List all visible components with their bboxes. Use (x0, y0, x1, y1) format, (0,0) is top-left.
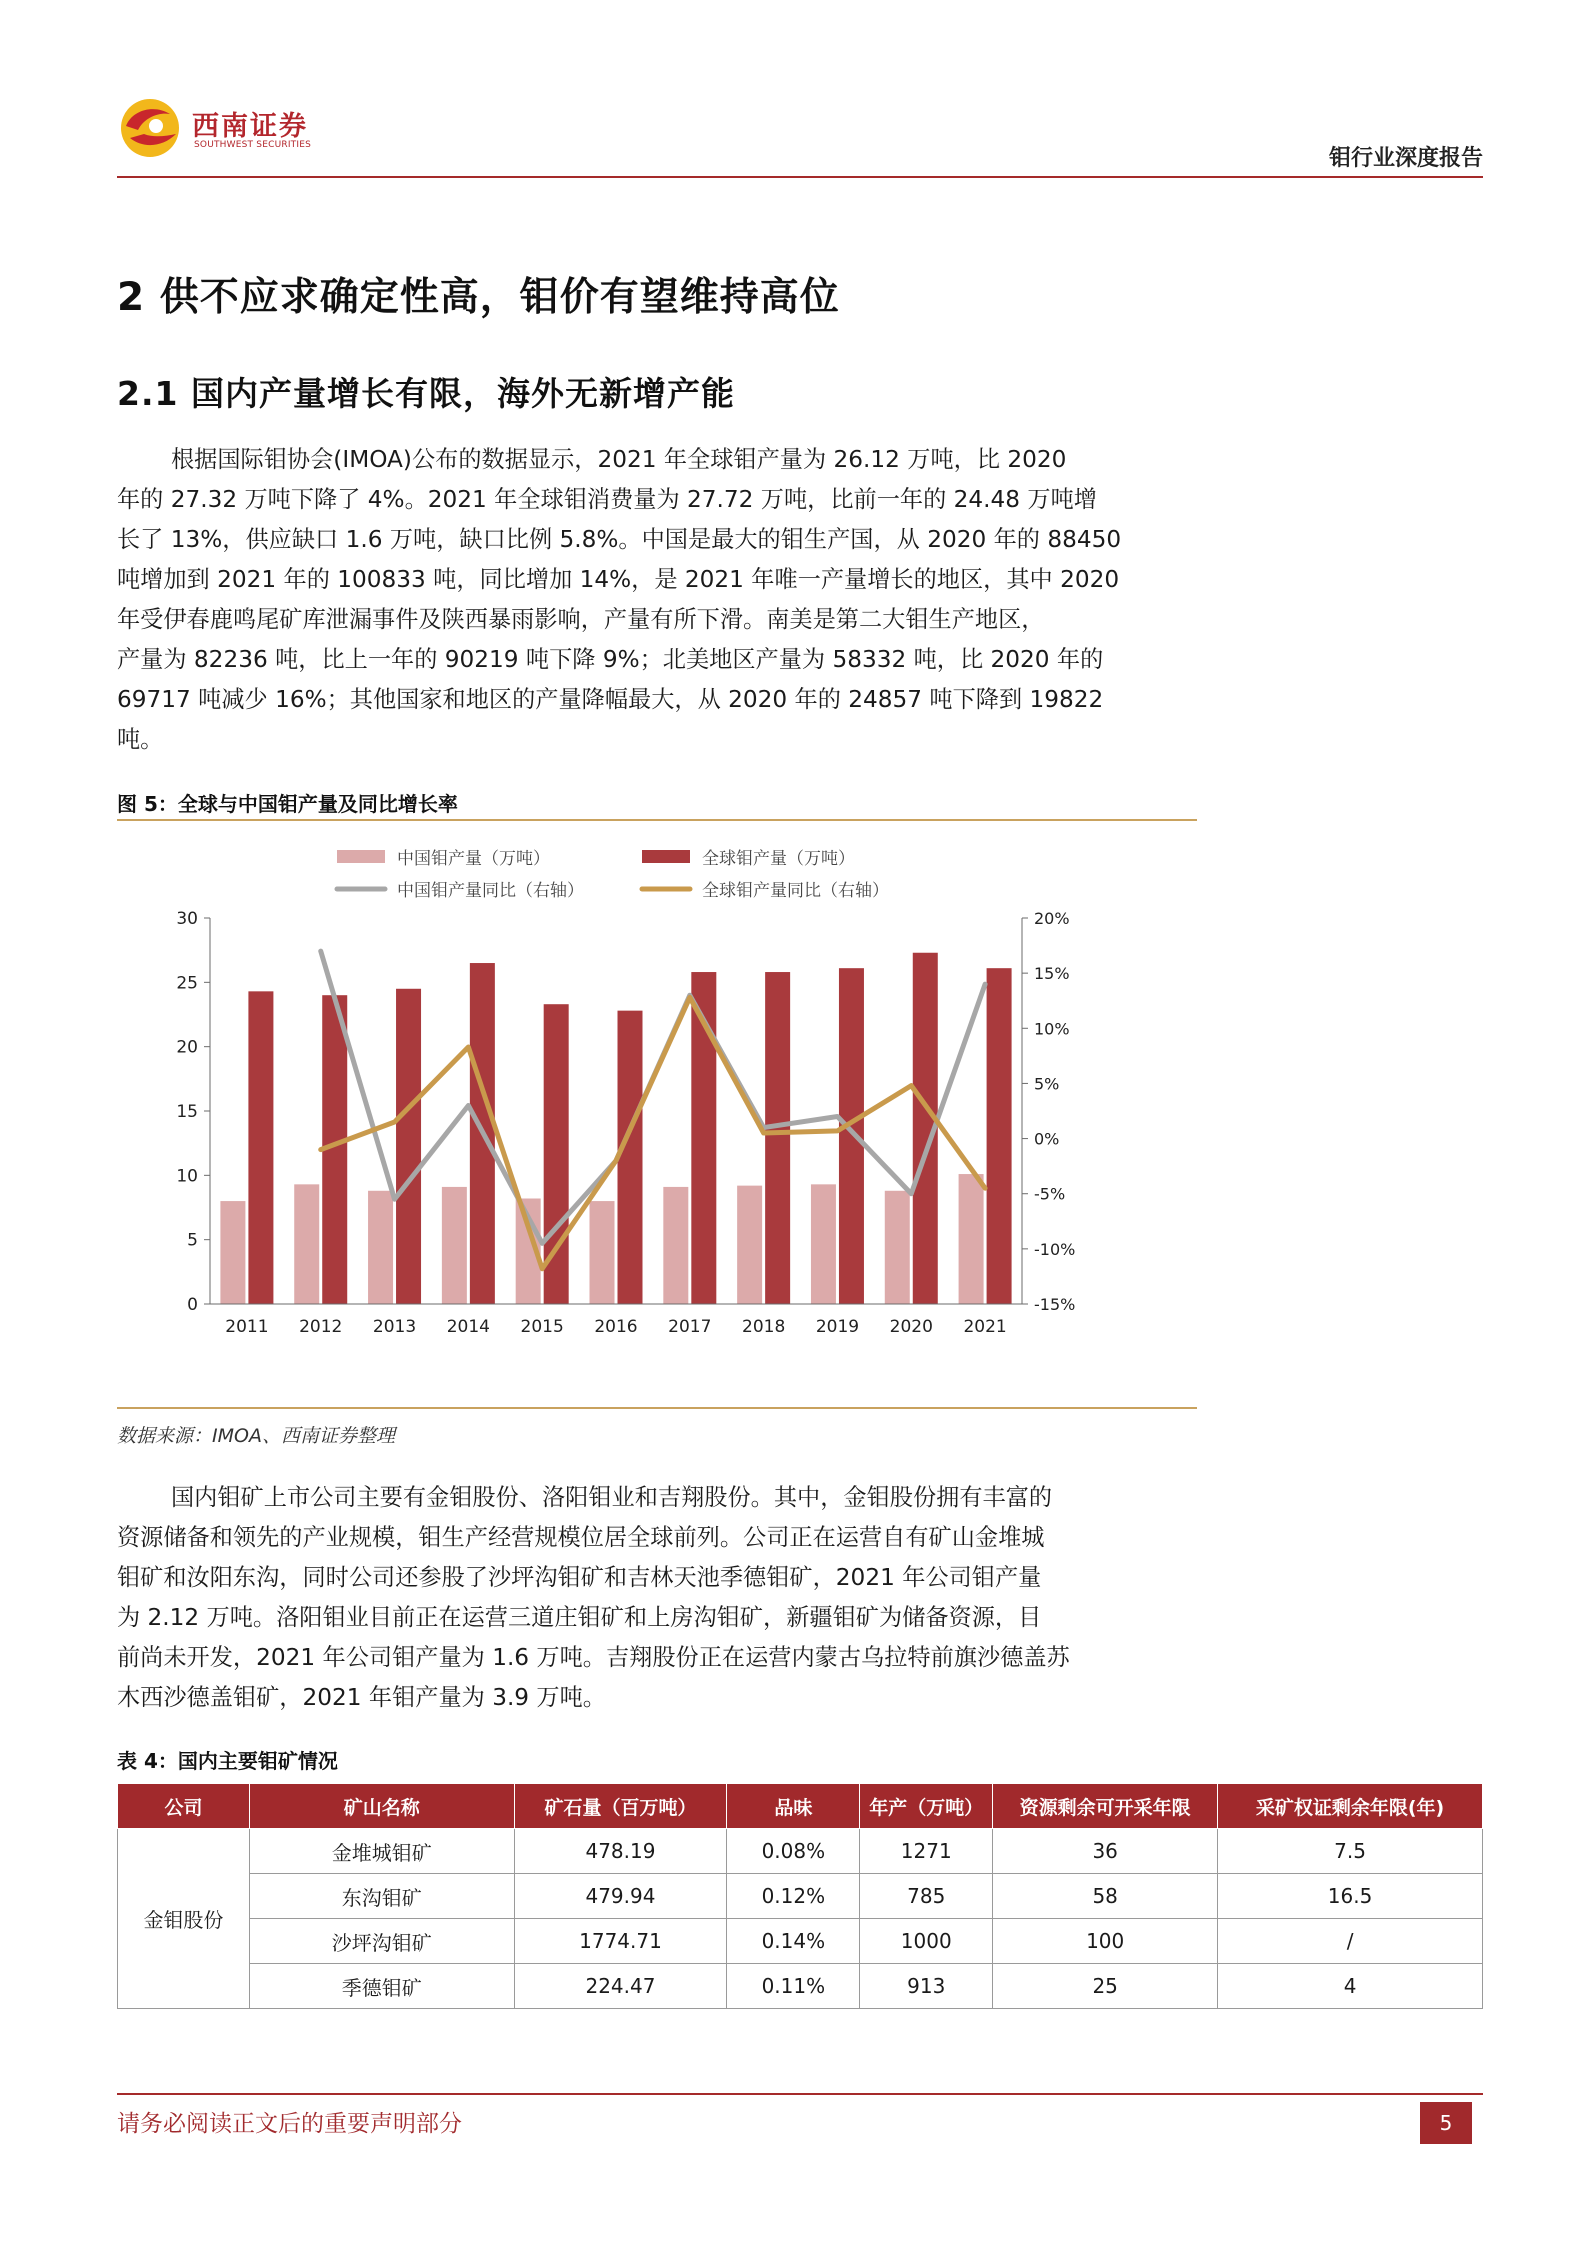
paragraph-line: 吨。 (117, 726, 164, 753)
x-tick-label: 2021 (963, 1317, 1007, 1337)
legend-label: 全球钼产量同比（右轴） (702, 881, 889, 901)
logo-text-en: SOUTHWEST SECURITIES (194, 140, 312, 150)
y-right-tick-label: 10% (1034, 1019, 1070, 1039)
table-cell: 1271 (860, 1829, 993, 1874)
table-header: 年产（万吨） (860, 1784, 993, 1829)
paragraph-line: 前尚未开发，2021 年公司钼产量为 1.6 万吨。吉翔股份正在运营内蒙古乌拉特前旗沙德盖苏 (117, 1644, 1070, 1671)
page-number: 5 (1420, 2102, 1472, 2144)
x-tick-label: 2014 (446, 1317, 490, 1337)
y-right-tick-label: 20% (1034, 909, 1070, 928)
table-cell: 913 (860, 1964, 993, 2009)
x-tick-label: 2011 (225, 1317, 269, 1337)
paragraph-line: 钼矿和汝阳东沟，同时公司还参股了沙坪沟钼矿和吉林天池季德钼矿，2021 年公司钼产量 (117, 1564, 1042, 1591)
table-cell: 58 (993, 1874, 1218, 1919)
bar-china-2017 (663, 1187, 688, 1304)
production-chart (117, 828, 1197, 1403)
bar-global-2021 (987, 968, 1012, 1304)
table-cell: 季德钼矿 (249, 1964, 514, 2009)
logo-emblem-icon (118, 96, 184, 160)
y-left-tick-label: 0 (187, 1295, 198, 1315)
legend-swatch (642, 850, 690, 863)
table-row (118, 1829, 1483, 1874)
y-right-tick-label: -10% (1034, 1239, 1076, 1259)
table-cell: 36 (993, 1829, 1218, 1874)
table-row (118, 1874, 1483, 1919)
bar-china-2012 (294, 1184, 319, 1304)
bar-china-2021 (959, 1174, 984, 1304)
bar-global-2019 (839, 968, 864, 1304)
paragraph-line: 吨增加到 2021 年的 100833 吨，同比增加 14%，是 2021 年唯一产量增长的地区，其中 2020 (117, 566, 1120, 593)
report-title: 钼行业深度报告 (1328, 146, 1483, 171)
y-right-tick-label: 15% (1034, 964, 1070, 984)
paragraph-line: 年受伊春鹿鸣尾矿库泄漏事件及陕西暴雨影响，产量有所下滑。南美是第二大钼生产地区， (117, 606, 1045, 633)
subsection-heading: 2.1 国内产量增长有限，海外无新增产能 (117, 374, 735, 413)
table-cell: 0.14% (727, 1919, 860, 1964)
table-header: 公司 (118, 1784, 250, 1829)
bar-global-2016 (618, 1011, 643, 1304)
table-cell: 沙坪沟钼矿 (249, 1919, 514, 1964)
table-cell: 1000 (860, 1919, 993, 1964)
figure-top-rule (117, 819, 1197, 821)
paragraph-line: 根据国际钼协会(IMOA)公布的数据显示，2021 年全球钼产量为 26.12 万吨，比 2020 (171, 446, 1067, 473)
y-left-tick-label: 15 (176, 1102, 198, 1122)
paragraph-companies (117, 1478, 1192, 1718)
mines-table (117, 1783, 1483, 2009)
table-header: 资源剩余可开采年限 (993, 1784, 1218, 1829)
paragraph-line: 产量为 82236 吨，比上一年的 90219 吨下降 9%；北美地区产量为 58332 吨，比 2020 年的 (117, 646, 1104, 673)
bar-global-2011 (248, 991, 273, 1304)
y-left-tick-label: 10 (176, 1166, 198, 1187)
footer-notice: 请务必阅读正文后的重要声明部分 (117, 2111, 462, 2137)
x-tick-label: 2012 (299, 1317, 343, 1337)
x-tick-label: 2018 (742, 1317, 786, 1337)
legend-label: 中国钼产量（万吨） (397, 849, 550, 869)
x-tick-label: 2020 (889, 1317, 933, 1337)
bar-china-2020 (885, 1191, 910, 1304)
bar-china-2011 (220, 1201, 245, 1304)
paragraph-line: 国内钼矿上市公司主要有金钼股份、洛阳钼业和吉翔股份。其中，金钼股份拥有丰富的 (171, 1484, 1053, 1511)
bar-china-2013 (368, 1191, 393, 1304)
table-header: 矿石量（百万吨） (514, 1784, 727, 1829)
table-cell: 金堆城钼矿 (249, 1829, 514, 1874)
paragraph-production (117, 440, 1192, 760)
table-title: 表 4：国内主要钼矿情况 (117, 1749, 338, 1773)
figure-bottom-rule (117, 1407, 1197, 1409)
company-cell: 金钼股份 (118, 1829, 250, 2009)
y-left-tick-label: 20 (176, 1037, 198, 1058)
y-left-tick-label: 30 (176, 909, 198, 929)
table-cell: 16.5 (1218, 1874, 1483, 1919)
table-cell: 东沟钼矿 (249, 1874, 514, 1919)
footer-divider (117, 2093, 1483, 2095)
bar-china-2016 (590, 1201, 615, 1304)
table-cell: 100 (993, 1919, 1218, 1964)
paragraph-line: 资源储备和领先的产业规模，钼生产经营规模位居全球前列。公司正在运营自有矿山金堆城 (117, 1524, 1045, 1551)
bar-china-2018 (737, 1186, 762, 1304)
paragraph-line: 木西沙德盖钼矿，2021 年钼产量为 3.9 万吨。 (117, 1684, 606, 1711)
table-cell: 1774.71 (514, 1919, 727, 1964)
y-right-tick-label: 0% (1034, 1129, 1060, 1149)
figure-title: 图 5：全球与中国钼产量及同比增长率 (117, 792, 458, 816)
x-tick-label: 2013 (372, 1317, 417, 1337)
y-left-tick-label: 25 (176, 973, 198, 994)
legend-label: 中国钼产量同比（右轴） (397, 881, 584, 901)
table-cell: 0.08% (727, 1829, 860, 1874)
y-right-tick-label: 5% (1034, 1074, 1060, 1094)
company-logo (118, 96, 328, 160)
table-cell: 785 (860, 1874, 993, 1919)
y-right-tick-label: -5% (1034, 1184, 1066, 1204)
bar-global-2013 (396, 989, 421, 1304)
x-tick-label: 2016 (594, 1317, 638, 1337)
legend-swatch (337, 850, 385, 863)
table-cell: 224.47 (514, 1964, 727, 2009)
y-right-tick-label: -15% (1034, 1295, 1076, 1314)
bar-china-2019 (811, 1184, 836, 1304)
table-cell: 4 (1218, 1964, 1483, 2009)
table-cell: 479.94 (514, 1874, 727, 1919)
table-cell: 25 (993, 1964, 1218, 2009)
table-cell: 0.11% (727, 1964, 860, 2009)
table-cell: 478.19 (514, 1829, 727, 1874)
legend-label: 全球钼产量（万吨） (702, 849, 855, 869)
y-left-tick-label: 5 (187, 1230, 198, 1251)
x-tick-label: 2015 (520, 1317, 564, 1337)
logo-text-cn: 西南证券 (192, 111, 308, 142)
x-tick-label: 2019 (815, 1317, 860, 1337)
bar-global-2018 (765, 972, 790, 1304)
paragraph-line: 69717 吨减少 16%；其他国家和地区的产量降幅最大，从 2020 年的 24857 吨下降到 19822 (117, 686, 1104, 713)
x-tick-label: 2017 (668, 1317, 712, 1337)
section-heading: 2 供不应求确定性高，钼价有望维持高位 (117, 275, 840, 320)
header-divider (117, 176, 1483, 178)
table-cell: 7.5 (1218, 1829, 1483, 1874)
table-header: 品味 (727, 1784, 860, 1829)
table-header: 矿山名称 (249, 1784, 514, 1829)
figure-source: 数据来源：IMOA、西南证券整理 (117, 1425, 395, 1447)
table-row (118, 1919, 1483, 1964)
table-row (118, 1964, 1483, 2009)
table-cell: / (1218, 1919, 1483, 1964)
table-cell: 0.12% (727, 1874, 860, 1919)
table-header-row (118, 1784, 1483, 1829)
paragraph-line: 年的 27.32 万吨下降了 4%。2021 年全球钼消费量为 27.72 万吨，比前一年的 24.48 万吨增 (117, 486, 1097, 513)
table-header: 采矿权证剩余年限(年) (1218, 1784, 1483, 1829)
bar-china-2014 (442, 1187, 467, 1304)
paragraph-line: 长了 13%，供应缺口 1.6 万吨，缺口比例 5.8%。中国是最大的钼生产国，从 2020 年的 88450 (117, 526, 1122, 553)
paragraph-line: 为 2.12 万吨。洛阳钼业目前正在运营三道庄钼矿和上房沟钼矿，新疆钼矿为储备资源，目 (117, 1604, 1042, 1631)
